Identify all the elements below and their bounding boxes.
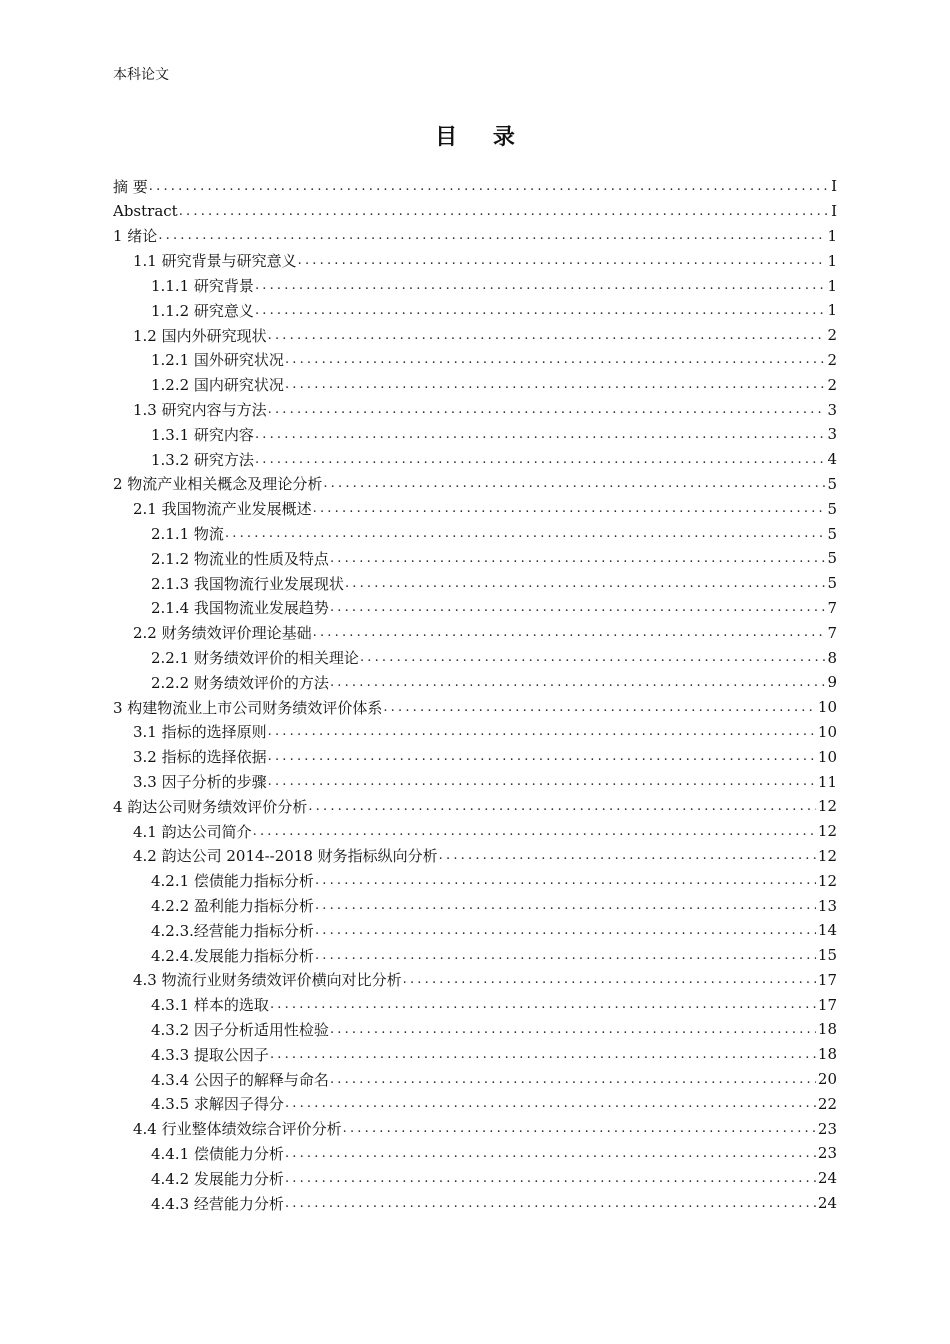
toc-entry[interactable]: [113, 521, 837, 546]
toc-entry-page-number: 1: [827, 251, 837, 270]
toc-dot-leader: [315, 948, 816, 963]
toc-entry-label: 3.2 指标的选择依据: [133, 748, 267, 767]
toc-dot-leader: [255, 303, 826, 318]
toc-entry-page-number: 10: [817, 747, 837, 766]
toc-entry[interactable]: [113, 397, 837, 422]
toc-entry-page-number: 2: [827, 350, 837, 369]
toc-dot-leader: [285, 1096, 816, 1111]
toc-entry-label: 2.1 我国物流产业发展概述: [133, 500, 312, 519]
toc-dot-leader: [268, 328, 826, 343]
toc-entry[interactable]: [113, 571, 837, 596]
toc-entry[interactable]: [113, 620, 837, 645]
toc-entry-label: 2.2 财务绩效评价理论基础: [133, 624, 312, 643]
toc-dot-leader: [343, 1121, 816, 1136]
toc-entry[interactable]: [113, 224, 837, 249]
toc-entry-label: 3.1 指标的选择原则: [133, 723, 267, 742]
toc-entry-page-number: 5: [827, 499, 837, 518]
toc-dot-leader: [285, 1171, 816, 1186]
toc-entry[interactable]: [113, 1017, 837, 1042]
toc-entry-label: 2.1.2 物流业的性质及特点: [151, 549, 329, 568]
toc-entry[interactable]: [113, 174, 837, 199]
toc-entry-page-number: 7: [827, 598, 837, 617]
toc-entry-page-number: 2: [827, 375, 837, 394]
toc-entry-page-number: 13: [817, 896, 837, 915]
toc-entry-label: 3 构建物流业上市公司财务绩效评价体系: [113, 698, 383, 717]
toc-dot-leader: [268, 774, 816, 789]
toc-entry-label: 4.3.3 提取公因子: [151, 1045, 269, 1064]
toc-dot-leader: [403, 972, 816, 987]
toc-entry-page-number: 22: [817, 1094, 837, 1113]
toc-entry[interactable]: [113, 298, 837, 323]
toc-dot-leader: [330, 600, 826, 615]
toc-entry-label: 1.3 研究内容与方法: [133, 401, 267, 420]
toc-dot-leader: [268, 402, 826, 417]
toc-entry[interactable]: [113, 596, 837, 621]
toc-entry-page-number: 17: [817, 995, 837, 1014]
toc-entry-page-number: 2: [827, 326, 837, 345]
toc-entry-page-number: 9: [827, 673, 837, 692]
toc-entry[interactable]: [113, 1091, 837, 1116]
toc-entry-label: 2 物流产业相关概念及理论分析: [113, 475, 323, 494]
toc-entry-page-number: 8: [827, 648, 837, 667]
toc-dot-leader: [149, 179, 827, 194]
toc-dot-leader: [225, 526, 826, 541]
toc-entry[interactable]: [113, 1166, 837, 1191]
toc-entry-label: 1.1.2 研究意义: [151, 301, 254, 320]
toc-entry-page-number: 24: [817, 1194, 837, 1213]
toc-entry-label: 1 绪论: [113, 227, 158, 246]
toc-entry-label: 4.3 物流行业财务绩效评价横向对比分析: [133, 971, 402, 990]
toc-entry[interactable]: [113, 695, 837, 720]
toc-entry[interactable]: [113, 546, 837, 571]
toc-dot-leader: [315, 873, 816, 888]
toc-entry-label: 4.2.1 偿债能力指标分析: [151, 872, 314, 891]
toc-entry-label: 2.2.2 财务绩效评价的方法: [151, 673, 329, 692]
toc-dot-leader: [285, 377, 826, 392]
toc-entry-page-number: 20: [817, 1070, 837, 1089]
toc-entry-label: 4.2.2 盈利能力指标分析: [151, 897, 314, 915]
toc-entry[interactable]: [113, 992, 837, 1017]
toc-dot-leader: [315, 923, 816, 938]
toc-entry[interactable]: [113, 472, 837, 497]
toc-entry-page-number: 5: [827, 549, 837, 568]
toc-entry[interactable]: [113, 868, 837, 893]
toc-entry-label: 1.1.1 研究背景: [151, 277, 254, 296]
toc-entry-page-number: 1: [827, 301, 837, 320]
toc-entry-label: 4.4.2 发展能力分析: [151, 1169, 284, 1188]
toc-entry[interactable]: [113, 720, 837, 745]
toc-entry[interactable]: [113, 273, 837, 298]
toc-entry[interactable]: [113, 744, 837, 769]
toc-entry-label: 4.1 韵达公司简介: [133, 822, 252, 841]
toc-entry-page-number: 18: [817, 1020, 837, 1039]
toc-entry-page-number: 3: [827, 400, 837, 419]
toc-dot-leader: [285, 1146, 816, 1161]
toc-dot-leader: [439, 848, 816, 863]
toc-entry-label: 4.4.1 偿债能力分析: [151, 1144, 284, 1163]
toc-entry[interactable]: [113, 248, 837, 273]
toc-entry-label: Abstract: [113, 202, 178, 221]
toc-dot-leader: [255, 278, 826, 293]
toc-entry-label: 摘 要: [113, 177, 148, 196]
toc-entry-page-number: 24: [817, 1169, 837, 1188]
toc-entry-label: 1.3.1 研究内容: [151, 425, 254, 444]
toc-entry-label: 4.2 韵达公司 2014--2018 财务指标纵向分析: [133, 847, 438, 866]
toc-dot-leader: [330, 1072, 816, 1087]
toc-dot-leader: [285, 1196, 816, 1211]
toc-entry-page-number: 10: [817, 698, 837, 717]
toc-entry-label: 4.3.2 因子分析适用性检验: [151, 1020, 329, 1039]
toc-dot-leader: [313, 625, 826, 640]
toc-dot-leader: [285, 352, 826, 367]
toc-entry[interactable]: [113, 1116, 837, 1141]
toc-entry-page-number: 5: [827, 524, 837, 543]
toc-dot-leader: [270, 997, 816, 1012]
toc-entry[interactable]: [113, 1042, 837, 1067]
toc-entry-label: 4.2.3.经营能力指标分析: [151, 921, 314, 940]
toc-entry-label: 4.3.4 公因子的解释与命名: [151, 1070, 329, 1089]
toc-entry[interactable]: [113, 794, 837, 819]
toc-entry[interactable]: [113, 323, 837, 348]
toc-entry[interactable]: [113, 769, 837, 794]
toc-entry-label: 1.2.1 国外研究状况: [151, 351, 284, 370]
toc-dot-leader: [255, 452, 826, 467]
toc-entry[interactable]: [113, 372, 837, 397]
toc-dot-leader: [330, 1022, 816, 1037]
toc-entry-page-number: 23: [817, 1144, 837, 1163]
toc-entry-page-number: 10: [817, 722, 837, 741]
running-header: 本科论文: [113, 67, 169, 83]
toc-dot-leader: [255, 427, 826, 442]
toc-entry[interactable]: [113, 645, 837, 670]
toc-entry-label: 4.4.3 经营能力分析: [151, 1194, 284, 1213]
toc-dot-leader: [345, 576, 826, 591]
toc-entry-page-number: 1: [827, 226, 837, 245]
toc-entry[interactable]: [113, 348, 837, 373]
toc-dot-leader: [330, 551, 826, 566]
toc-entry[interactable]: [113, 968, 837, 993]
toc-entry[interactable]: [113, 893, 837, 918]
toc-dot-leader: [383, 700, 816, 715]
toc-entry-label: 2.1.4 我国物流业发展趋势: [151, 599, 329, 618]
toc-entry-label: 4.3.1 样本的选取: [151, 996, 269, 1015]
toc-entry[interactable]: [113, 1141, 837, 1166]
toc-entry-label: 4.3.5 求解因子得分: [151, 1095, 284, 1114]
toc-entry-page-number: 4: [827, 450, 837, 469]
toc-entry-label: 2.1.3 我国物流行业发展现状: [151, 574, 344, 593]
toc-entry[interactable]: [113, 199, 837, 224]
toc-entry-label: 1.3.2 研究方法: [151, 450, 254, 469]
toc-dot-leader: [253, 824, 816, 839]
toc-dot-leader: [179, 204, 827, 219]
toc-entry-page-number: I: [831, 202, 837, 221]
toc-entry-page-number: 17: [817, 970, 837, 989]
toc-dot-leader: [360, 650, 826, 665]
table-of-contents: [113, 174, 837, 1215]
toc-entry[interactable]: [113, 819, 837, 844]
toc-entry-page-number: 12: [817, 871, 837, 890]
toc-entry[interactable]: [113, 496, 837, 521]
toc-entry[interactable]: [113, 1067, 837, 1092]
toc-dot-leader: [270, 1047, 816, 1062]
toc-dot-leader: [268, 724, 816, 739]
toc-entry-label: 4.2.4.发展能力指标分析: [151, 946, 314, 965]
toc-entry[interactable]: [113, 844, 837, 869]
toc-entry-page-number: I: [831, 177, 837, 196]
toc-entry-page-number: 1: [827, 276, 837, 295]
toc-entry[interactable]: [113, 1191, 837, 1216]
toc-entry-label: 1.2 国内外研究现状: [133, 326, 267, 345]
toc-entry-label: 4 韵达公司财务绩效评价分析: [113, 797, 308, 816]
toc-entry-page-number: 5: [827, 574, 837, 593]
toc-entry-page-number: 15: [817, 946, 837, 965]
toc-entry-page-number: 14: [817, 921, 837, 940]
toc-entry-page-number: 3: [827, 425, 837, 444]
toc-entry[interactable]: [113, 943, 837, 968]
toc-dot-leader: [308, 799, 816, 814]
toc-dot-leader: [315, 898, 816, 913]
toc-dot-leader: [268, 749, 816, 764]
toc-entry[interactable]: [113, 918, 837, 943]
toc-entry-page-number: 7: [827, 623, 837, 642]
toc-entry-page-number: 23: [817, 1119, 837, 1138]
toc-entry-page-number: 5: [827, 474, 837, 493]
toc-dot-leader: [323, 476, 825, 491]
toc-entry-page-number: 12: [817, 797, 837, 816]
page-title: 目 录: [435, 124, 529, 150]
toc-entry-label: 2.1.1 物流: [151, 525, 224, 544]
toc-entry-page-number: 12: [817, 822, 837, 841]
toc-entry-label: 2.2.1 财务绩效评价的相关理论: [151, 649, 359, 668]
toc-entry-page-number: 18: [817, 1045, 837, 1064]
toc-dot-leader: [313, 501, 826, 516]
toc-entry[interactable]: [113, 447, 837, 472]
toc-entry[interactable]: [113, 422, 837, 447]
toc-entry-label: 1.2.2 国内研究状况: [151, 376, 284, 395]
toc-dot-leader: [298, 253, 826, 268]
toc-entry[interactable]: [113, 670, 837, 695]
toc-entry-label: 1.1 研究背景与研究意义: [133, 252, 297, 271]
toc-entry-label: 3.3 因子分析的步骤: [133, 773, 267, 792]
toc-entry-page-number: 12: [817, 846, 837, 865]
toc-dot-leader: [330, 675, 826, 690]
toc-entry-label: 4.4 行业整体绩效综合评价分析: [133, 1120, 342, 1139]
toc-entry-page-number: 11: [817, 772, 837, 791]
toc-dot-leader: [158, 228, 825, 243]
